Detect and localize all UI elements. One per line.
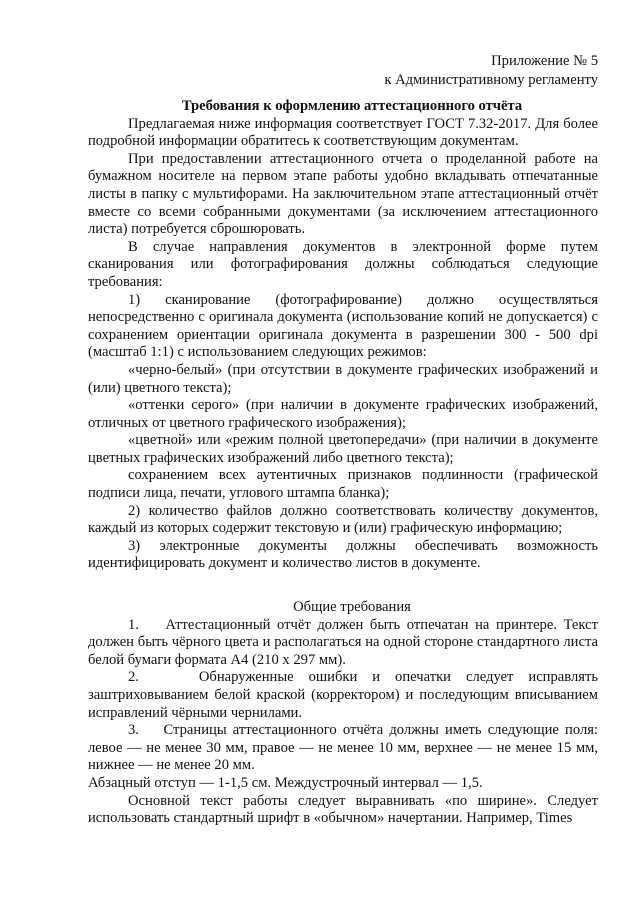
document-title: Требования к оформлению аттестационного отчёта [181,98,523,114]
general-requirement: 3. Страницы аттестационного отчёта должны иметь следующие поля: левое — не менее 30 мм, правое — не менее 10 мм, верхнее — не менее 15 мм, нижнее — не менее 20 мм. [88,722,598,774]
requirement-item: 3) электронные документы должны обеспечивать возможность идентифицировать документ и количество листов в документе. [88,537,598,572]
requirement-item: 1) сканирование (фотографирование) должно осуществляться непосредственно с оригинала документа (использование копий не допускается) с сохранением ориентации оригинала документа в разрешении 300 - 500 dpi (масштаб 1:1) с использованием следующих режимов: [88,291,598,361]
section-title: Общие требования [293,599,411,616]
appendix-header [384,52,598,90]
scan-mode-item: сохранением всех аутентичных признаков подлинности (графической подписи лица, печати, углового штампа бланка); [88,467,598,502]
paragraph: Предлагаемая ниже информация соответствует ГОСТ 7.32-2017. Для более подробной информации обратитесь к соответствующим документам. [88,115,598,150]
general-requirement: 1. Аттестационный отчёт должен быть отпечатан на принтере. Текст должен быть чёрного цвета и располагаться на одной стороне стандартного листа белой бумаги формата А4 (210 х 297 мм). [88,616,598,668]
appendix-number: Приложение № 5 [491,53,598,69]
general-requirement: Основной текст работы следует выравнивать «по ширине». Следует использовать стандартный шрифт в «обычном» начертании. Например, Times [88,792,598,827]
scan-mode-item: «черно-белый» (при отсутствии в документе графических изображений и (или) цветного текста); [88,361,598,396]
scan-mode-item: «цветной» или «режим полной цветопередачи» (при наличии в документе цветных графических изображений либо цветного текста); [88,432,598,466]
general-requirement: Абзацный отступ — 1-1,5 см. Междустрочный интервал — 1,5. [88,774,483,791]
appendix-reference: к Административному регламенту [384,72,598,88]
scan-mode-item: «оттенки серого» (при наличии в документе графических изображений, отличных от цветного графического изображения); [88,397,598,431]
general-requirement: 2. Обнаруженные ошибки и опечатки следует исправлять заштриховыванием белой краской (корректором) и последующим вписыванием исправлений чёрными чернилами. [88,669,598,721]
paragraph: При предоставлении аттестационного отчета о проделанной работе на бумажном носителе на первом этапе работы удобно вкладывать отпечатанные листы в папку с мультифорами. На заключительном этапе аттестационный отчёт вместе со всеми собранными документами (за исключением аттестационного листа) потребуется сброшюровать. [88,150,598,238]
paragraph: В случае направления документов в электронной форме путем сканирования или фотографирования должны соблюдаться следующие требования: [88,238,598,290]
document-body [88,98,598,828]
requirement-item: 2) количество файлов должно соответствовать количеству документов, каждый из которых содержит текстовую и (или) графическую информацию; [88,502,598,537]
